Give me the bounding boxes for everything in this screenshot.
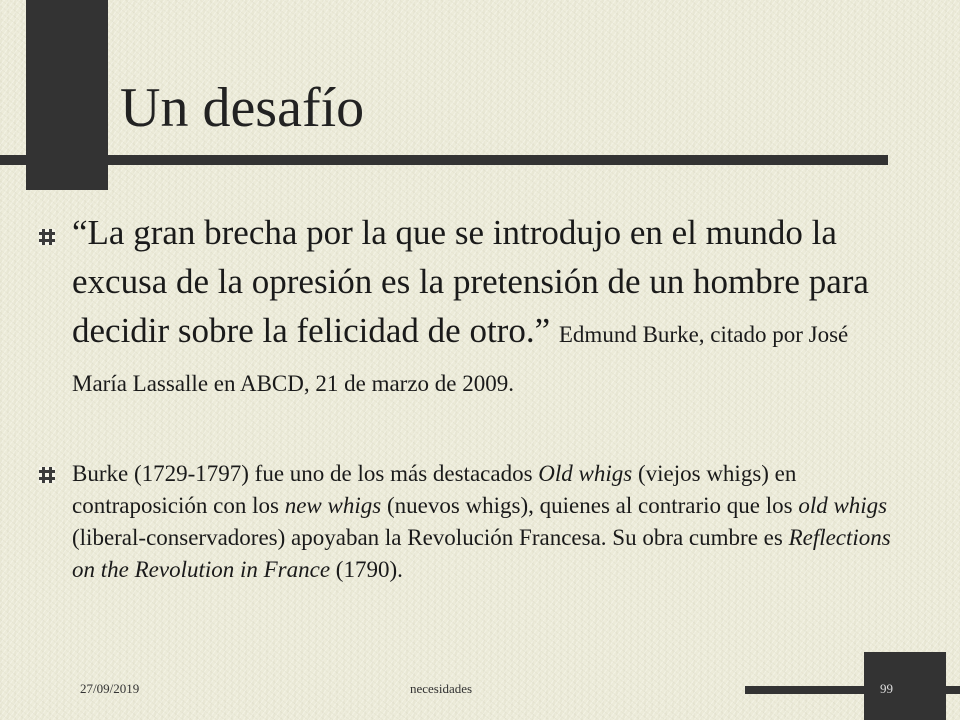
hash-bullet-icon	[38, 466, 56, 484]
burke-text	[72, 458, 898, 586]
quote: “La gran brecha por la que se introdujo en el mundo la excusa de la opresión es la pretensión de un hombre para decidir sobre la felicidad de otro.”	[72, 213, 869, 350]
text-run: (1790).	[330, 557, 403, 582]
text-run: (liberal-conservadores) apoyaban la Revolución Francesa. Su obra cumbre es	[72, 525, 789, 550]
text-run: Burke (1729-1797) fue uno de los más destacados	[72, 461, 539, 486]
bullet-item-burke	[38, 458, 898, 586]
italic-run: Old whigs	[538, 461, 633, 486]
footer-date: 27/09/2019	[80, 681, 140, 696]
citation: Edmund Burke, citado por José María Lassalle en ABCD, 21 de marzo de 2009.	[72, 322, 849, 396]
italic-run: new whigs	[284, 493, 382, 518]
quote-text	[72, 208, 898, 404]
hash-bullet-icon	[38, 228, 56, 246]
footer-topic: necesidades	[410, 681, 473, 696]
italic-run: old whigs	[798, 493, 888, 518]
italic-run: Reflections on the Revolution in France	[72, 525, 891, 582]
text-run: (nuevos whigs), quienes al contrario que los	[381, 493, 799, 518]
bullet-item-quote	[38, 208, 898, 404]
text-run: (viejos whigs) en contraposición con los	[72, 461, 797, 518]
slide-title: Un desafío	[120, 77, 365, 139]
page-number: 99	[880, 681, 893, 696]
